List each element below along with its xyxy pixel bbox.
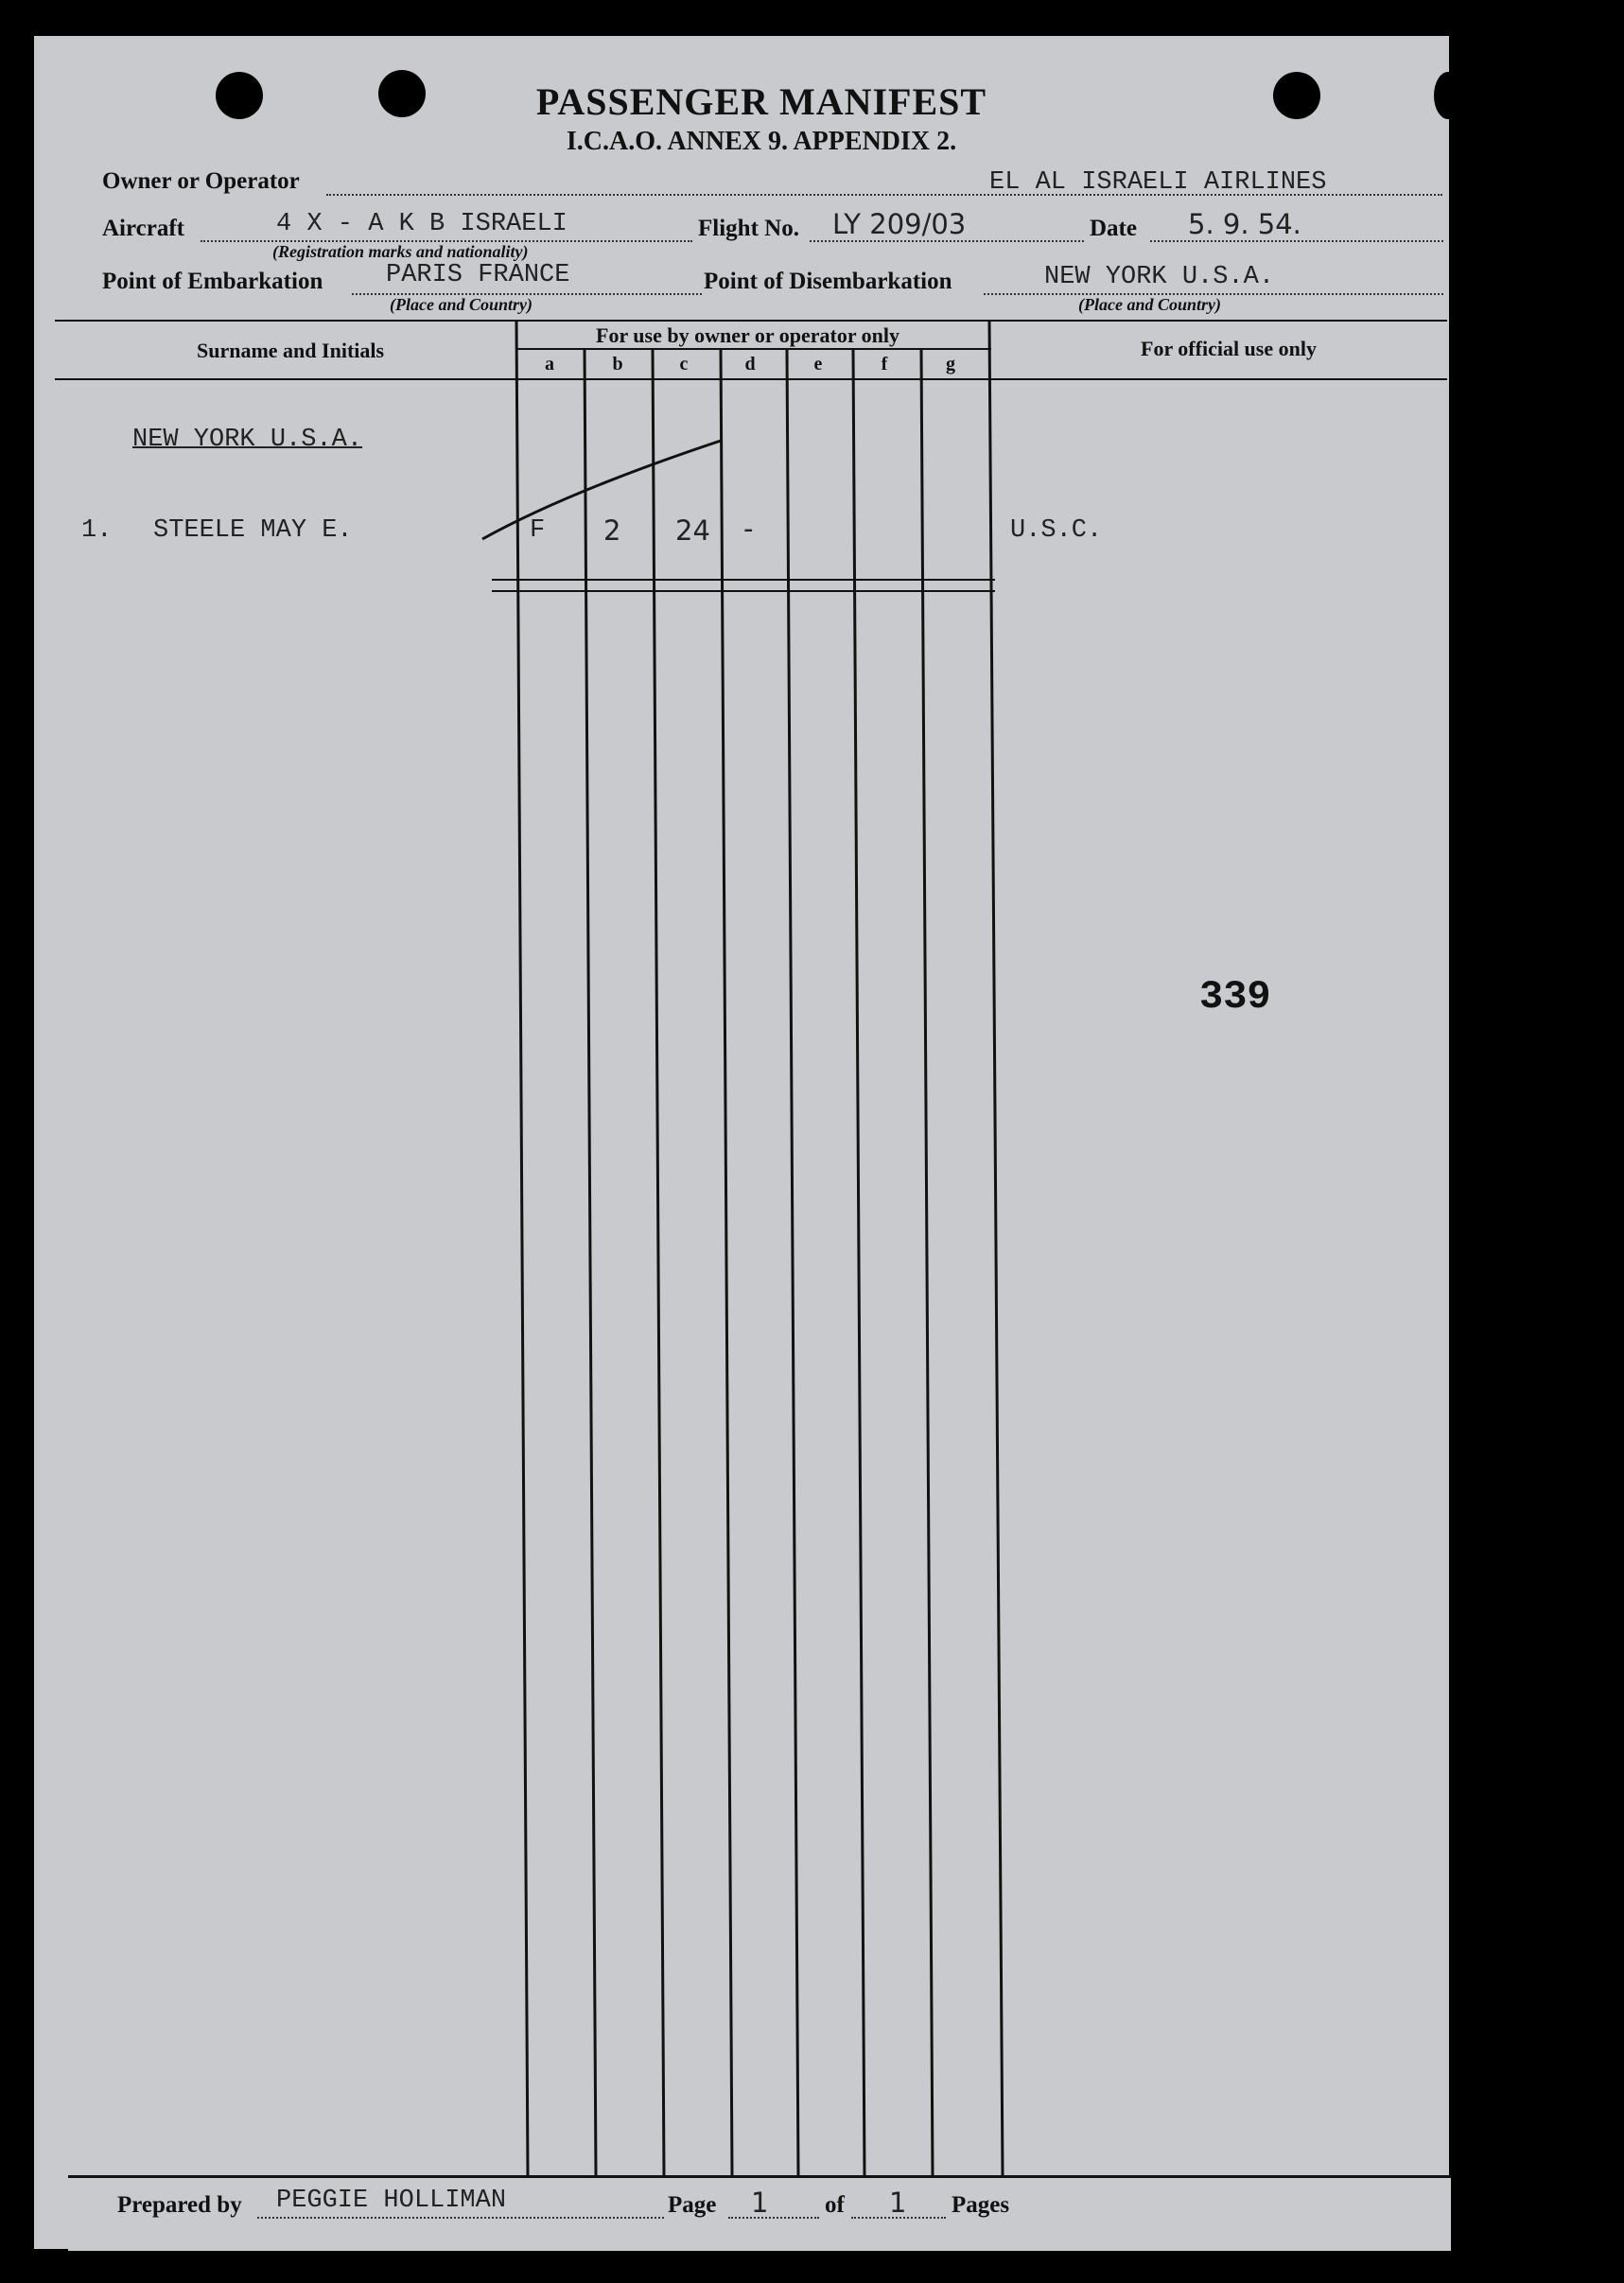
- cell-c: 24: [675, 514, 710, 547]
- page-subtitle: I.C.A.O. ANNEX 9. APPENDIX 2.: [566, 127, 957, 156]
- date-value: 5. 9. 54.: [1188, 208, 1301, 240]
- owner-value: EL AL ISRAELI AIRLINES: [989, 168, 1327, 197]
- of-value: 1: [889, 2187, 907, 2219]
- column-letter-e: e: [813, 354, 823, 375]
- column-letter-d: d: [744, 354, 756, 375]
- flight-value: LY 209/03: [832, 208, 967, 240]
- column-letter-f: f: [881, 354, 888, 375]
- disembark-value: NEW YORK U.S.A.: [1044, 263, 1275, 291]
- section-heading: NEW YORK U.S.A.: [132, 426, 363, 454]
- owner-use-column-header: For use by owner or operator only: [596, 323, 900, 347]
- prepared-by-dotted-line: [257, 2217, 664, 2219]
- page-label: Page: [668, 2192, 717, 2218]
- official-use-value: U.S.C.: [1010, 516, 1103, 545]
- disembark-note: (Place and Country): [1078, 295, 1221, 314]
- column-letter-a: a: [545, 354, 554, 375]
- prepared-by-label: Prepared by: [117, 2192, 242, 2218]
- date-label: Date: [1090, 216, 1137, 241]
- embark-label: Point of Embarkation: [102, 269, 323, 294]
- prepared-by-value: PEGGIE HOLLIMAN: [276, 2187, 507, 2215]
- official-column-header: For official use only: [1141, 337, 1317, 360]
- column-letter-b: b: [612, 354, 623, 375]
- embark-note: (Place and Country): [390, 295, 533, 314]
- page-value: 1: [751, 2187, 769, 2219]
- row-number: 1.: [81, 516, 113, 545]
- owner-label: Owner or Operator: [102, 168, 300, 194]
- column-letter-c: c: [679, 354, 689, 375]
- aircraft-note: (Registration marks and nationality): [272, 242, 529, 261]
- stamp-number: 339: [1199, 974, 1271, 1020]
- aircraft-label: Aircraft: [102, 216, 184, 241]
- aircraft-value: 4 X - A K B ISRAELI: [276, 210, 568, 238]
- cell-d: -: [743, 513, 754, 545]
- disembark-label: Point of Disembarkation: [704, 269, 952, 294]
- column-letter-g: g: [946, 354, 955, 375]
- page-title: PASSENGER MANIFEST: [535, 80, 987, 123]
- flight-label: Flight No.: [698, 216, 799, 241]
- page-dotted-line: [728, 2217, 819, 2219]
- pages-label: Pages: [952, 2192, 1010, 2218]
- of-label: of: [825, 2192, 845, 2218]
- passenger-name: STEELE MAY E.: [153, 516, 353, 545]
- cell-a: F: [530, 516, 546, 545]
- embark-value: PARIS FRANCE: [386, 261, 570, 289]
- cell-b: 2: [603, 514, 621, 547]
- surname-column-header: Surname and Initials: [197, 339, 385, 362]
